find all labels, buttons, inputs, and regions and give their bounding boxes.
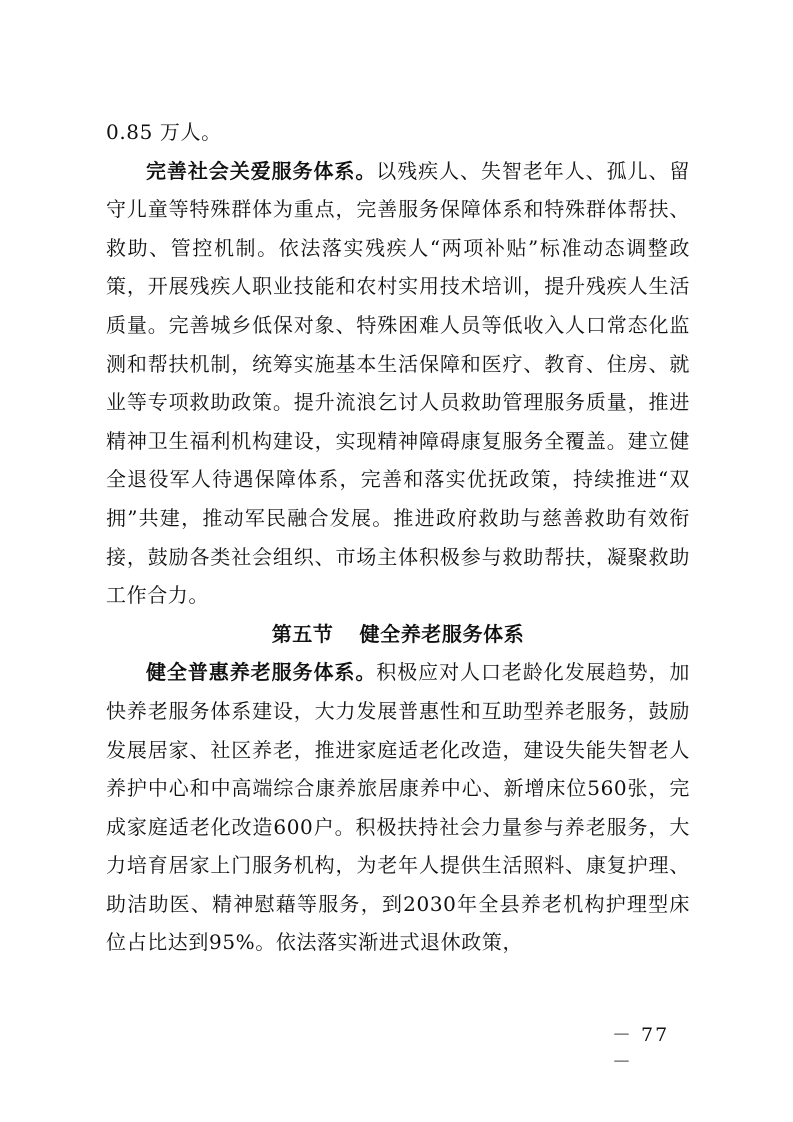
section-title: 健全养老服务体系 — [359, 621, 525, 646]
document-page — [106, 113, 690, 962]
paragraph-continuation — [106, 113, 690, 152]
paragraph-lead-heading: 健全普惠养老服务体系。 — [146, 660, 377, 685]
section-number: 第五节 — [271, 621, 334, 646]
paragraph-elderly-care — [106, 653, 690, 962]
section-heading — [106, 615, 690, 654]
page-number: － 77 － — [612, 1024, 670, 1073]
paragraph-social-care — [106, 152, 690, 615]
paragraph-lead-heading: 完善社会关爱服务体系。 — [146, 158, 377, 183]
paragraph-text: 积极应对人口老龄化发展趋势，加快养老服务体系建设，大力发展普惠性和互助型养老服务，鼓励发展居家、社区养老，推进家庭适老化改造，建设失能失智老人养护中心和中高端综合康养旅居康养中心、新增床位560张，完成家庭适老化改造600户。积极扶持社会力量参与养老服务，大力培育居家上门服务机构，为老年人提供生活照料、康复护理、助洁助医、精神慰藉等服务，到2030年全县养老机构护理型床位占比达到95%。依法落实渐进式退休政策， — [106, 660, 690, 955]
paragraph-text: 以残疾人、失智老年人、孤儿、留守儿童等特殊群体为重点，完善服务保障体系和特殊群体帮扶、救助、管控机制。依法落实残疾人“两项补贴”标准动态调整政策，开展残疾人职业技能和农村实用技术培训，提升残疾人生活质量。完善城乡低保对象、特殊困难人员等低收入人口常态化监测和帮扶机制，统筹实施基本生活保障和医疗、教育、住房、就业等专项救助政策。提升流浪乞讨人员救助管理服务质量，推进精神卫生福利机构建设，实现精神障碍康复服务全覆盖。建立健全退役军人待遇保障体系，完善和落实优抚政策，持续推进“双拥”共建，推动军民融合发展。推进政府救助与慈善救助有效衔接，鼓励各类社会组织、市场主体积极参与救助帮扶，凝聚救助工作合力。 — [106, 158, 690, 608]
paragraph-text: 0.85 万人。 — [106, 120, 222, 144]
